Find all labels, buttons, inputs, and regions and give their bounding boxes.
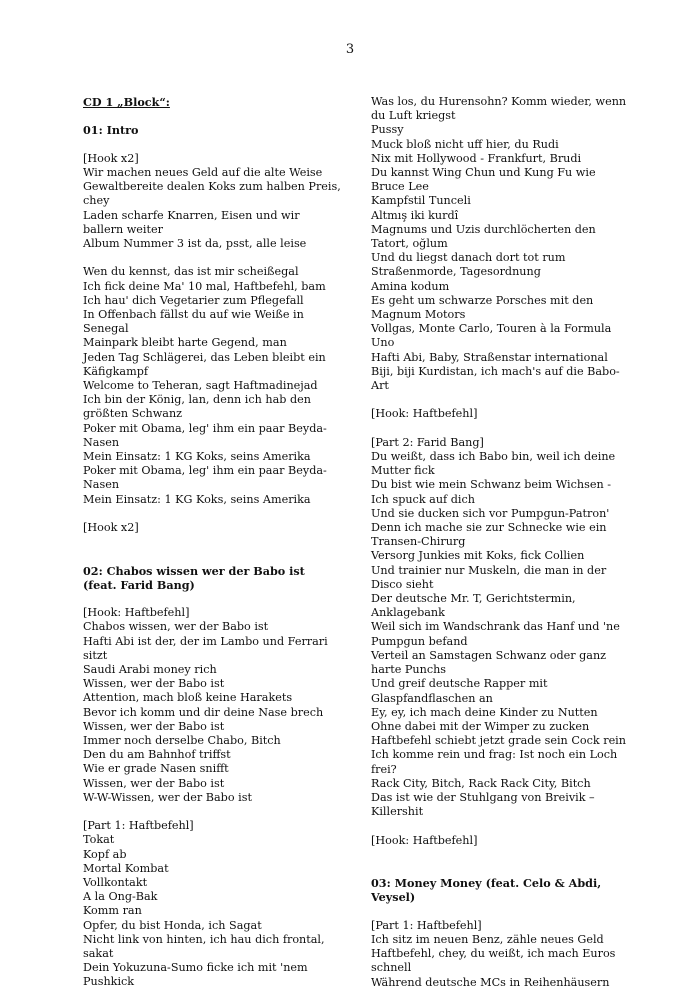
lyric-line: Pussy: [371, 123, 404, 137]
lyric-line: Tokat: [83, 833, 115, 847]
lyric-line: Vollgas, Monte Carlo, Touren à la Formula Uno: [371, 322, 612, 350]
lyric-line: Dein Yokuzuna-Sumo ficke ich mit 'nem Pushkick: [83, 961, 308, 989]
lyric-line: Opfer, du bist Honda, ich Sagat: [83, 918, 262, 932]
lyric-line: Wir machen neues Geld auf die alte Weise: [83, 165, 323, 179]
blank-line: [371, 848, 629, 862]
lyric-line: [Hook x2]: [83, 521, 139, 535]
lyric-line: Wissen, wer der Babo ist: [83, 677, 225, 691]
lyric-line: Nicht link von hinten, ich hau dich frontal, sakat: [83, 932, 325, 961]
blank-line: [83, 251, 341, 265]
lyric-line: Haftbefehl, chey, du weißt, ich mach Euros schnell: [371, 947, 616, 975]
lyric-line: Gewaltbereite dealen Koks zum halben Preis, chey: [83, 180, 341, 208]
lyric-line: Mein Einsatz: 1 KG Koks, seins Amerika: [83, 492, 311, 506]
lyric-line: Poker mit Obama, leg' ihm ein paar Beyda-Nasen: [83, 421, 327, 449]
lyric-line: Kampfstil Tunceli: [371, 194, 471, 208]
lyric-line: [Part 2: Farid Bang]: [371, 435, 484, 449]
lyric-line: Versorg Junkies mit Koks, fick Collien: [371, 549, 585, 563]
lyric-line: Und sie ducken sich vor Pumpgun-Patron': [371, 506, 610, 520]
lyric-line: Mainpark bleibt harte Gegend, man: [83, 336, 287, 350]
blank-line: [371, 393, 629, 407]
lyric-line: Amina kodum: [371, 279, 450, 293]
lyric-line: Komm ran: [83, 904, 142, 918]
lyric-line: Während deutsche MCs in Reihenhäusern: [371, 975, 610, 989]
lyric-line: Welcome to Teheran, sagt Haftmadinejad: [83, 379, 318, 393]
section-heading: 02: Chabos wissen wer der Babo ist (feat. Farid Bang): [83, 563, 305, 592]
blank-line: [83, 138, 341, 152]
lyric-line: Laden scharfe Knarren, Eisen und wir ballern weiter: [83, 208, 300, 236]
section-heading: 01: Intro: [83, 123, 139, 138]
section-heading: 03: Money Money (feat. Celo & Abdi, Veysel): [371, 876, 602, 905]
blank-line: [371, 422, 629, 436]
lyric-line: Chabos wissen, wer der Babo ist: [83, 620, 269, 634]
lyric-line: Album Nummer 3 ist da, psst, alle leise: [83, 237, 307, 250]
lyric-line: Wissen, wer der Babo ist: [83, 776, 225, 790]
left-column: [83, 95, 341, 990]
lyric-line: Du kannst Wing Chun und Kung Fu wie Bruce Lee: [371, 166, 596, 194]
lyric-line: A la Ong-Bak: [83, 890, 158, 904]
lyric-line: [Hook x2]: [83, 151, 139, 165]
lyric-line: Nix mit Hollywood - Frankfurt, Brudi: [371, 151, 582, 165]
lyric-line: Denn ich mache sie zur Schnecke wie ein Transen-Chirurg: [371, 521, 607, 549]
page-number: 3: [345, 42, 355, 57]
lyric-line: Wie er grade Nasen snifft: [83, 762, 229, 776]
lyric-line: [Hook: Haftbefehl]: [371, 407, 478, 421]
lyric-line: Bevor ich komm und dir deine Nase brech: [83, 705, 324, 719]
lyric-line: Saudi Arabi money rich: [83, 663, 217, 677]
lyric-line: In Offenbach fällst du auf wie Weiße in Senegal: [83, 308, 304, 336]
lyric-line: Wen du kennst, das ist mir scheißegal: [83, 265, 299, 279]
blank-line: [371, 905, 629, 919]
blank-line: [83, 507, 341, 521]
lyric-line: Ich komme rein und frag: Ist noch ein Loch frei?: [371, 748, 618, 776]
lyric-line: Attention, mach bloß keine Harakets: [83, 691, 293, 705]
lyric-line: Ich bin der König, lan, denn ich hab den größten Schwanz: [83, 393, 311, 421]
lyric-line: Du weißt, dass ich Babo bin, weil ich deine Mutter fick: [371, 450, 616, 478]
lyric-line: Den du am Bahnhof triffst: [83, 748, 231, 762]
lyric-line: Altmış iki kurdî: [371, 208, 459, 222]
lyric-line: Haftbefehl schiebt jetzt grade sein Cock rein: [371, 734, 626, 748]
lyric-line: Immer noch derselbe Chabo, Bitch: [83, 734, 281, 748]
right-column: [371, 95, 629, 990]
lyric-line: [Part 1: Haftbefehl]: [371, 918, 482, 932]
lyric-line: Weil sich im Wandschrank das Hanf und 'ne Pumpgun befand: [371, 620, 620, 648]
blank-line: [371, 862, 629, 876]
lyric-line: Mein Einsatz: 1 KG Koks, seins Amerika: [83, 450, 311, 464]
blank-line: [83, 592, 341, 606]
blank-line: [83, 109, 341, 123]
lyric-line: Du bist wie mein Schwanz beim Wichsen - Ich spuck auf dich: [371, 478, 611, 506]
lyric-line: Was los, du Hurensohn? Komm wieder, wenn du Luft kriegst: [371, 95, 627, 123]
blank-line: [83, 805, 341, 819]
section-heading: CD 1 „Block“:: [83, 95, 170, 109]
lyric-line: Rack City, Bitch, Rack Rack City, Bitch: [371, 776, 591, 790]
lyric-line: Hafti Abi ist der, der im Lambo und Ferrari sitzt: [83, 634, 328, 662]
lyric-line: Ey, ey, ich mach deine Kinder zu Nutten: [371, 705, 598, 719]
lyric-line: [Hook: Haftbefehl]: [371, 833, 478, 847]
lyric-line: Und greif deutsche Rapper mit Glaspfandflaschen an: [371, 677, 548, 705]
lyric-line: Kopf ab: [83, 847, 127, 861]
blank-line: [83, 549, 341, 563]
lyric-line: Muck bloß nicht uff hier, du Rudi: [371, 137, 559, 151]
lyric-line: Jeden Tag Schlägerei, das Leben bleibt ein Käfigkampf: [83, 350, 326, 378]
lyric-line: Poker mit Obama, leg' ihm ein paar Beyda-Nasen: [83, 464, 327, 492]
lyric-line: Straßenmorde, Tagesordnung: [371, 265, 541, 279]
lyric-line: Und trainier nur Muskeln, die man in der Disco sieht: [371, 563, 607, 591]
lyric-line: Verteil an Samstagen Schwanz oder ganz harte Punchs: [371, 648, 607, 677]
lyric-line: [Hook: Haftbefehl]: [83, 606, 190, 620]
lyric-line: Ohne dabei mit der Wimper zu zucken: [371, 719, 590, 733]
lyric-line: Wissen, wer der Babo ist: [83, 719, 225, 733]
lyric-line: Es geht um schwarze Porsches mit den Magnum Motors: [371, 293, 594, 322]
lyric-line: Das ist wie der Stuhlgang von Breivik – Killershit: [371, 790, 595, 819]
lyric-line: [Part 1: Haftbefehl]: [83, 819, 194, 833]
blank-line: [83, 535, 341, 549]
lyric-line: Biji, biji Kurdistan, ich mach's auf die Babo-Art: [371, 364, 620, 393]
lyric-line: Mortal Kombat: [83, 861, 169, 875]
lyric-line: Ich hau' dich Vegetarier zum Pflegefall: [83, 293, 304, 307]
lyric-line: W-W-Wissen, wer der Babo ist: [83, 790, 252, 804]
blank-line: [371, 819, 629, 833]
lyric-line: Hafti Abi, Baby, Straßenstar international: [371, 350, 608, 364]
lyric-line: Magnums und Uzis durchlöcherten den Tatort, oğlum: [371, 222, 596, 251]
lyric-line: Der deutsche Mr. T, Gerichtstermin, Anklagebank: [371, 592, 576, 620]
lyric-line: Vollkontakt: [83, 876, 148, 890]
lyric-line: Ich fick deine Ma' 10 mal, Haftbefehl, bam: [83, 279, 326, 293]
lyric-line: Und du liegst danach dort tot rum: [371, 251, 566, 265]
lyric-line: Ich sitz im neuen Benz, zähle neues Geld: [371, 932, 604, 946]
